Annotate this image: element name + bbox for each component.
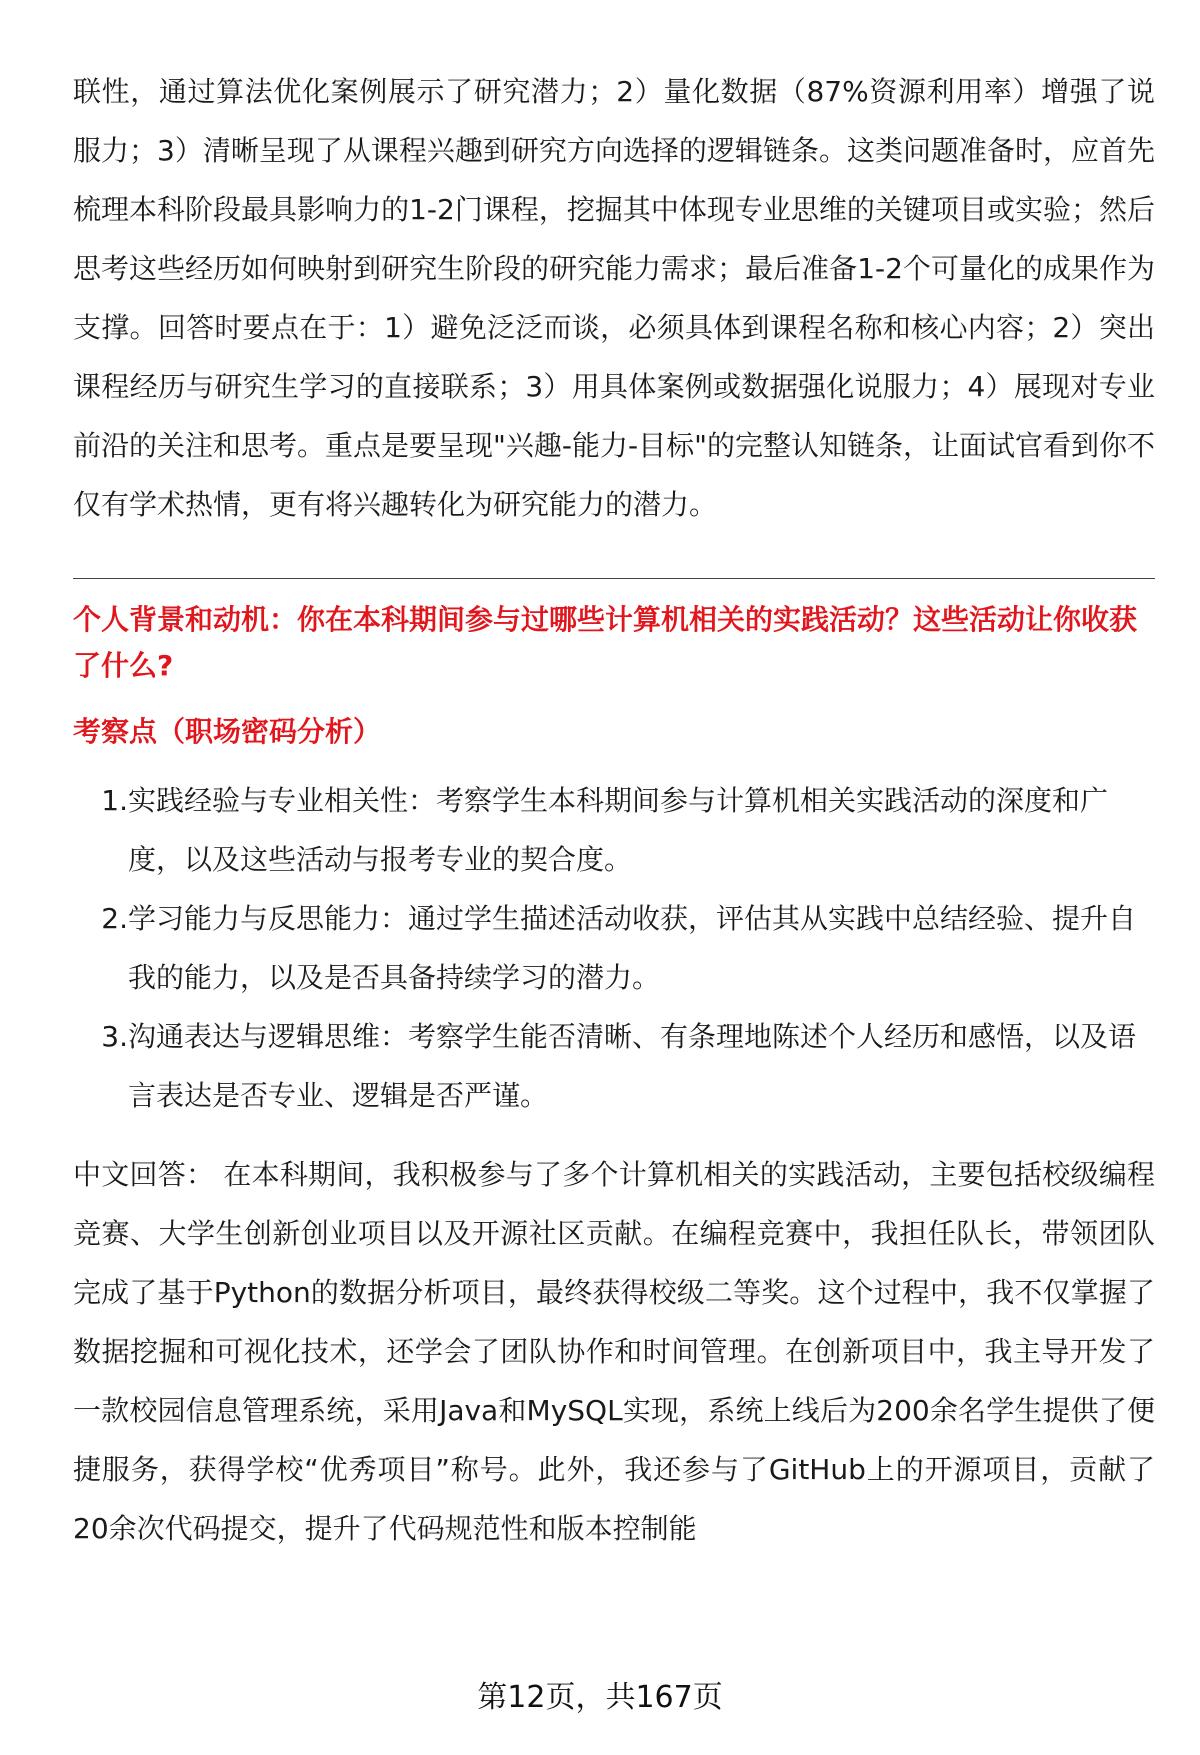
list-item bbox=[73, 1007, 1155, 1125]
points-list bbox=[73, 771, 1155, 1125]
list-item-number: 3. bbox=[101, 1020, 128, 1053]
list-item-text: 实践经验与专业相关性：考察学生本科期间参与计算机相关实践活动的深度和广度，以及这些活动与报考专业的契合度。 bbox=[128, 784, 1109, 876]
answer-paragraph: 中文回答： 在本科期间，我积极参与了多个计算机相关的实践活动，主要包括校级编程竞赛、大学生创新创业项目以及开源社区贡献。在编程竞赛中，我担任队长，带领团队完成了基于Python的数据分析项目，最终获得校级二等奖。这个过程中，我不仅掌握了数据挖掘和可视化技术，还学会了团队协作和时间管理。在创新项目中，我主导开发了一款校园信息管理系统，采用Java和MySQL实现，系统上线后为200余名学生提供了便捷服务，获得学校“优秀项目”称号。此外，我还参与了GitHub上的开源项目，贡献了20余次代码提交，提升了代码规范性和版本控制能 bbox=[73, 1158, 1155, 1545]
list-item bbox=[73, 889, 1155, 1007]
list-item-text: 沟通表达与逻辑思维：考察学生能否清晰、有条理地陈述个人经历和感悟，以及语言表达是否专业、逻辑是否严谨。 bbox=[128, 1020, 1137, 1112]
list-item bbox=[73, 771, 1155, 889]
list-item-text: 学习能力与反思能力：通过学生描述活动收获，评估其从实践中总结经验、提升自我的能力，以及是否具备持续学习的潜力。 bbox=[128, 902, 1137, 994]
question-heading: 个人背景和动机：你在本科期间参与过哪些计算机相关的实践活动？这些活动让你收获了什么? bbox=[73, 603, 1138, 682]
page-content bbox=[73, 62, 1155, 1558]
intro-paragraph: 联性，通过算法优化案例展示了研究潜力；2）量化数据（87%资源利用率）增强了说服力；3）清晰呈现了从课程兴趣到研究方向选择的逻辑链条。这类问题准备时，应首先梳理本科阶段最具影响力的1-2门课程，挖掘其中体现专业思维的关键项目或实验；然后思考这些经历如何映射到研究生阶段的研究能力需求；最后准备1-2个可量化的成果作为支撑。回答时要点在于：1）避免泛泛而谈，必须具体到课程名称和核心内容；2）突出课程经历与研究生学习的直接联系；3）用具体案例或数据强化说服力；4）展现对专业前沿的关注和思考。重点是要呈现"兴趣-能力-目标"的完整认知链条，让面试官看到你不仅有学术热情，更有将兴趣转化为研究能力的潜力。 bbox=[73, 75, 1155, 521]
section-title: 考察点（职场密码分析） bbox=[73, 715, 382, 748]
page-number-footer: 第12页，共167页 bbox=[477, 1680, 723, 1715]
list-item-number: 1. bbox=[101, 784, 128, 817]
list-item-number: 2. bbox=[101, 902, 128, 935]
section-divider bbox=[73, 578, 1155, 579]
